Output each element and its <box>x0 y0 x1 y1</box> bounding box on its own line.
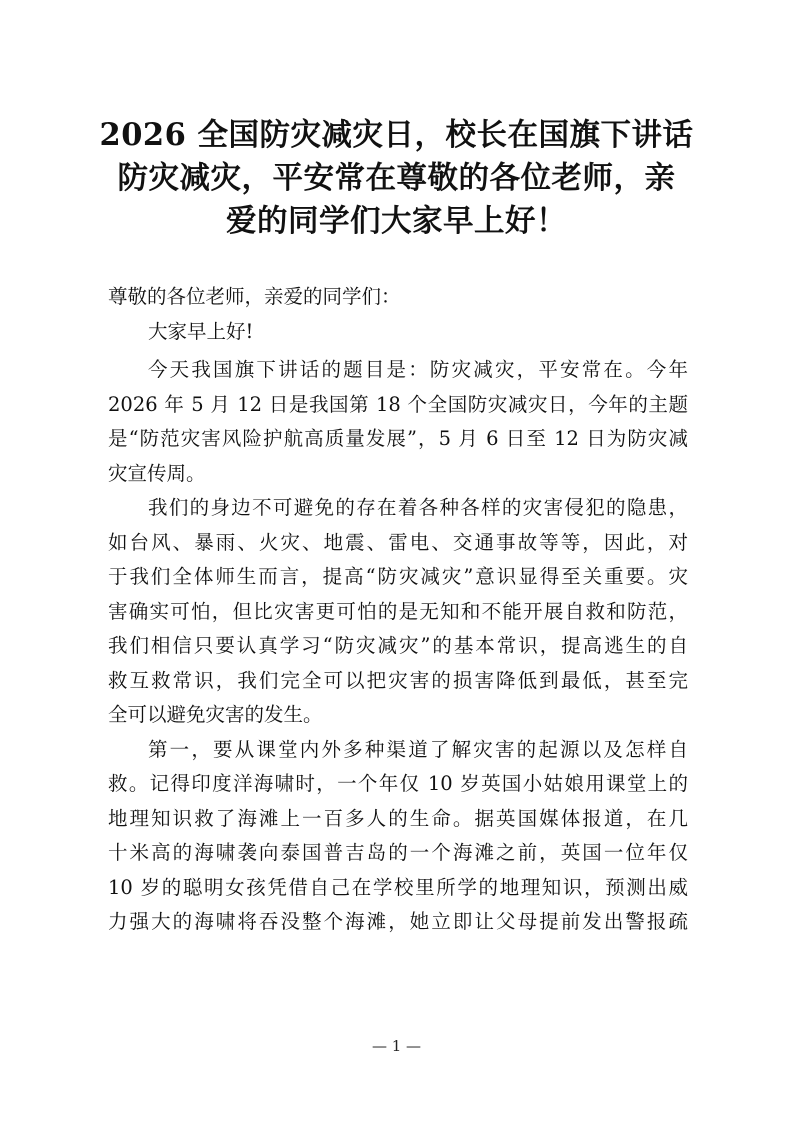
paragraph-line: 灾宣传周。 <box>108 461 206 485</box>
paragraph-line: 害确实可怕，但比灾害更可怕的是无知和不能开展自救和防范， <box>108 599 688 623</box>
paragraph-line: 于我们全体师生而言，提高“防灾减灾”意识显得至关重要。灾 <box>108 565 688 588</box>
paragraph-line: 今天我国旗下讲话的题目是：防灾减灾，平安常在。今年 <box>148 358 688 381</box>
salutation: 尊敬的各位老师，亲爱的同学们： <box>108 285 401 308</box>
paragraph-line: 第一，要从课堂内外多种渠道了解灾害的起源以及怎样自 <box>148 737 688 761</box>
paragraph-line: 是“防范灾害风险护航高质量发展”，5 月 6 日至 12 日为防灾减 <box>108 427 688 450</box>
paragraph-line: 全可以避免灾害的发生。 <box>108 703 323 726</box>
paragraph-line: 我们相信只要认真学习“防灾减灾”的基本常识，提高逃生的自 <box>108 634 688 657</box>
greeting: 大家早上好! <box>148 319 254 343</box>
paragraph-line: 如台风、暴雨、火灾、地震、雷电、交通事故等等，因此，对 <box>108 530 688 554</box>
title-line: 2026 全国防灾减灾日，校长在国旗下讲话 <box>99 117 694 153</box>
paragraph-line: 力强大的海啸将吞没整个海滩，她立即让父母提前发出警报疏 <box>108 910 688 933</box>
paragraph-line: 我们的身边不可避免的存在着各种各样的灾害侵犯的隐患， <box>148 496 688 519</box>
paragraph-line: 10 岁的聪明女孩凭借自己在学校里所学的地理知识，预测出威 <box>108 875 688 899</box>
paragraph <box>108 733 688 940</box>
paragraph-line: 救互救常识，我们完全可以把灾害的损害降低到最低，甚至完 <box>108 668 688 692</box>
page-number: — 1 — <box>371 1037 422 1055</box>
title-line: 防灾减灾，平安常在尊敬的各位老师，亲 <box>117 160 676 196</box>
document-body <box>108 280 688 940</box>
title-line: 爱的同学们大家早上好！ <box>226 203 567 239</box>
document-title <box>95 114 698 243</box>
paragraph-line: 救。记得印度洋海啸时，一个年仅 10 岁英国小姑娘用课堂上的 <box>108 772 688 795</box>
paragraph <box>108 491 688 733</box>
paragraph-line: 2026 年 5 月 12 日是我国第 18 个全国防灾减灾日，今年的主题 <box>108 392 688 416</box>
paragraph-line: 地理知识救了海滩上一百多人的生命。据英国媒体报道，在几 <box>108 806 688 830</box>
paragraph-line: 十米高的海啸袭向泰国普吉岛的一个海滩之前，英国一位年仅 <box>108 841 688 864</box>
paragraph <box>108 353 688 491</box>
